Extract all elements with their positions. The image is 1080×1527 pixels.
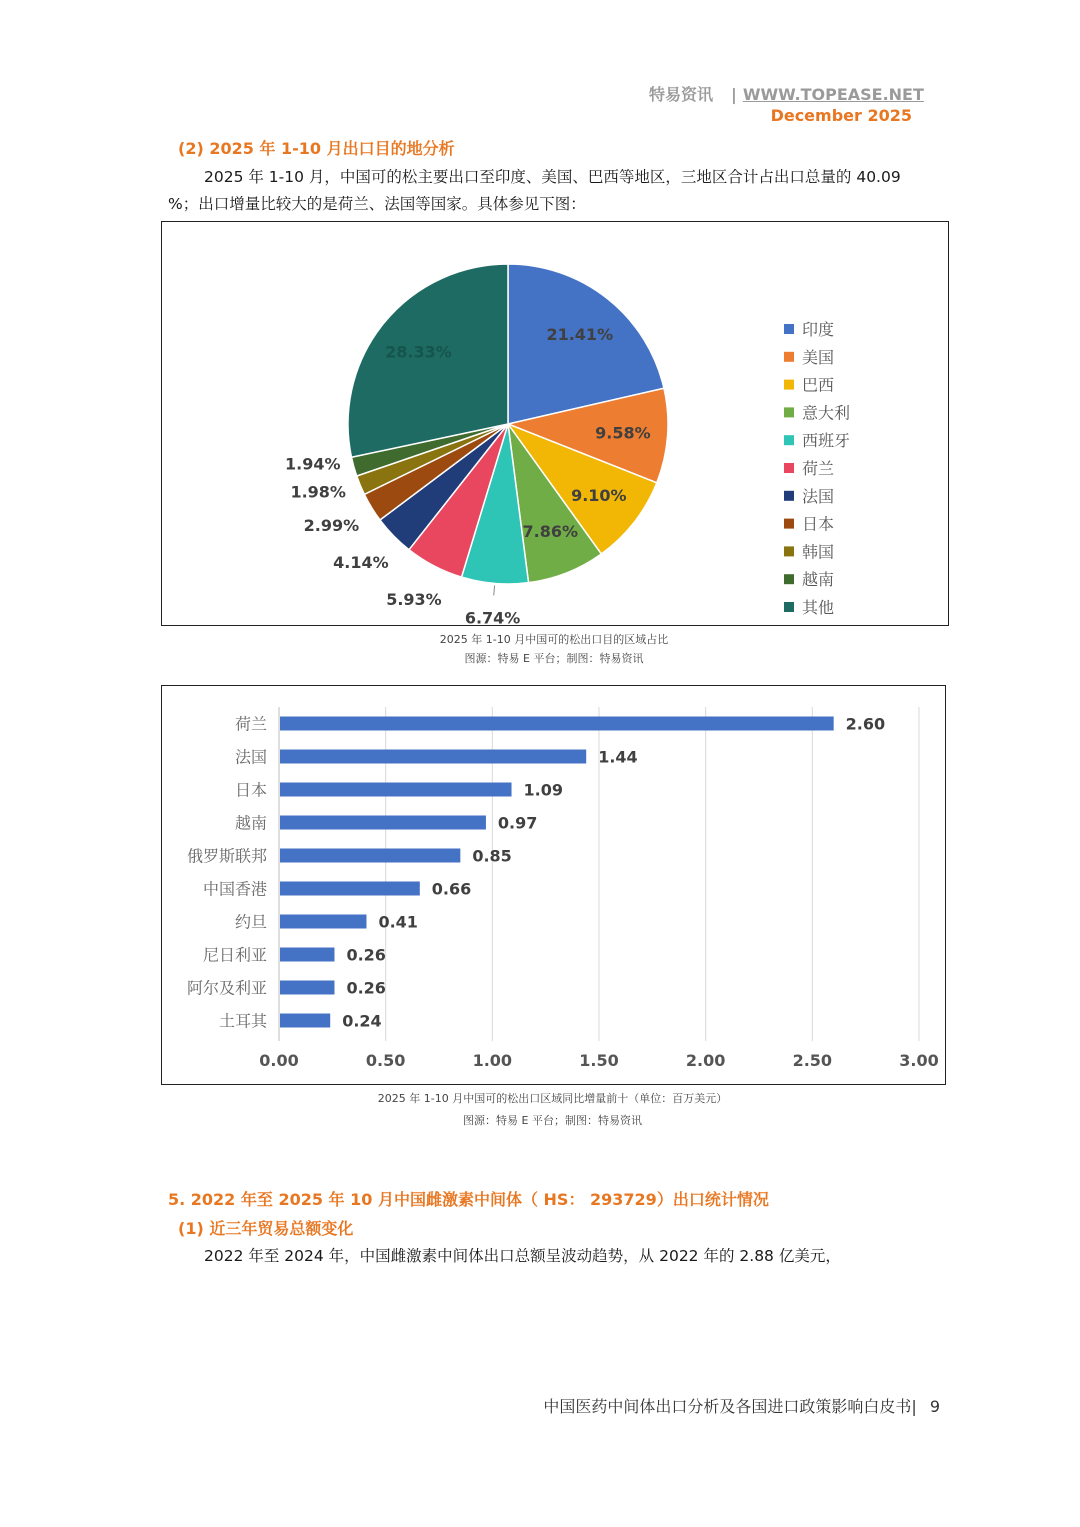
bar-category-label: 俄罗斯联邦 [186, 846, 267, 866]
pie-label-slice-9: 1.98% [290, 482, 346, 502]
legend-swatch-slice-9 [784, 546, 794, 556]
bar-value-label: 2.60 [845, 714, 886, 734]
bar-value-label: 0.26 [346, 945, 386, 965]
legend-label-slice-6: 荷兰 [802, 459, 835, 478]
bar-xtick-label: 2.50 [792, 1051, 833, 1070]
legend-label-slice-5: 西班牙 [802, 431, 851, 451]
pie-label-slice-7: 4.14% [333, 552, 389, 572]
bar-xtick-label: 3.00 [899, 1051, 939, 1070]
legend-swatch-slice-6 [784, 463, 794, 473]
bar-rect [280, 750, 586, 764]
pie-chart [162, 222, 948, 625]
legend-swatch-slice-2 [784, 352, 794, 362]
bar-category-label: 越南 [234, 813, 267, 833]
bar-category-label: 尼日利亚 [202, 945, 267, 965]
legend-swatch-slice-1 [784, 324, 794, 334]
bar-caption-source: 图源：特易 E 平台；制图：特易资讯 [463, 1114, 642, 1127]
bar-rect [280, 816, 486, 830]
bar-rect [280, 981, 334, 995]
legend-label-slice-11: 其他 [802, 598, 835, 617]
bar-category-label: 法国 [234, 747, 267, 767]
pie-caption-title: 2025 年 1-10 月中国可的松出口目的区域占比 [439, 633, 669, 646]
legend-swatch-slice-5 [784, 435, 794, 445]
bar-value-label: 0.85 [472, 846, 512, 866]
bar-value-label: 0.97 [497, 813, 538, 833]
bar-xtick-label: 2.00 [685, 1051, 726, 1070]
bar-category-label: 日本 [234, 780, 267, 800]
bar-value-label: 0.26 [346, 978, 386, 998]
bar-value-label: 0.24 [342, 1011, 382, 1031]
bar-category-label: 阿尔及利亚 [186, 978, 267, 998]
legend-label-slice-8: 日本 [802, 514, 835, 534]
bar-caption-title: 2025 年 1-10 月中国可的松出口区域同比增量前十（单位：百万美元） [377, 1092, 728, 1105]
bar-value-label: 0.41 [378, 912, 418, 932]
bar-rect [280, 849, 460, 863]
header-date: December 2025 [770, 106, 912, 125]
bar-category-label: 荷兰 [234, 714, 267, 734]
legend-label-slice-2: 美国 [802, 347, 835, 367]
brand-name: 特易资讯 [649, 85, 714, 104]
bar-xtick-label: 1.50 [579, 1051, 619, 1070]
pie-label-slice-6: 5.93% [386, 589, 442, 609]
legend-swatch-slice-7 [784, 491, 794, 501]
legend-swatch-slice-10 [784, 574, 794, 584]
legend-swatch-slice-4 [784, 407, 794, 417]
legend-label-slice-3: 巴西 [802, 375, 835, 395]
pie-label-slice-11: 28.33% [385, 342, 452, 362]
legend-label-slice-4: 意大利 [802, 403, 851, 423]
pie-label-slice-3: 9.10% [571, 485, 627, 505]
bar-xtick-label: 0.50 [365, 1051, 406, 1070]
pie-label-slice-5: 6.74% [464, 608, 521, 625]
bar-rect [280, 882, 420, 896]
pie-leader-line [494, 585, 495, 595]
site-link[interactable]: WWW.TOPEASE.NET [742, 85, 924, 104]
bar-value-label: 0.66 [431, 879, 472, 899]
bar-xtick-label: 1.00 [472, 1051, 513, 1070]
header-brand [649, 82, 924, 105]
page-footer [543, 1394, 940, 1417]
bar-chart [162, 686, 945, 1084]
legend-label-slice-9: 韩国 [802, 542, 835, 562]
pie-label-slice-2: 9.58% [595, 423, 651, 443]
section-title: (2) 2025 年 1-10 月出口目的地分析 [178, 139, 455, 158]
bar-rect [280, 915, 366, 929]
bar-value-label: 1.44 [598, 747, 638, 767]
legend-swatch-slice-11 [784, 602, 794, 612]
bar-rect [280, 948, 334, 962]
bar-chart-box [161, 685, 946, 1085]
pie-label-slice-10: 1.94% [284, 454, 341, 474]
bar-rect [280, 1014, 330, 1028]
section5-paragraph: 2022 年至 2024 年，中国雌激素中间体出口总额呈波动趋势，从 2022 年的 2.88 亿美元， [204, 1247, 841, 1265]
section5-title: 5. 2022 年至 2025 年 10 月中国雌激素中间体（ HS： 293729）出口统计情况 [168, 1190, 769, 1209]
bar-rect [280, 717, 834, 731]
bar-rect [280, 783, 512, 797]
pie-caption-source: 图源：特易 E 平台；制图：特易资讯 [464, 652, 644, 665]
pie-chart-box [161, 221, 949, 626]
pie-label-slice-8: 2.99% [303, 516, 360, 536]
bar-category-label: 土耳其 [218, 1011, 267, 1031]
legend-label-slice-7: 法国 [802, 486, 835, 506]
legend-label-slice-10: 越南 [802, 570, 835, 590]
section-paragraph: 2025 年 1-10 月，中国可的松主要出口至印度、美国、巴西等地区，三地区合计占出口总量的 40.09 %；出口增量比较大的是荷兰、法国等国家。具体参见下图： [168, 168, 901, 213]
bar-xtick-label: 0.00 [259, 1051, 299, 1070]
bar-value-label: 1.09 [523, 780, 564, 800]
bar-category-label: 约旦 [234, 912, 267, 932]
footer-title: 中国医药中间体出口分析及各国进口政策影响白皮书| [543, 1397, 917, 1416]
section5-subtitle: (1) 近三年贸易总额变化 [178, 1219, 354, 1238]
legend-label-slice-1: 印度 [802, 320, 835, 339]
pie-label-slice-4: 7.86% [522, 522, 579, 542]
legend-swatch-slice-8 [784, 519, 794, 529]
header-separator: | [731, 85, 737, 104]
bar-category-label: 中国香港 [202, 879, 267, 899]
pie-label-slice-1: 21.41% [546, 324, 614, 344]
legend-swatch-slice-3 [784, 380, 794, 390]
page-number: 9 [929, 1397, 940, 1416]
